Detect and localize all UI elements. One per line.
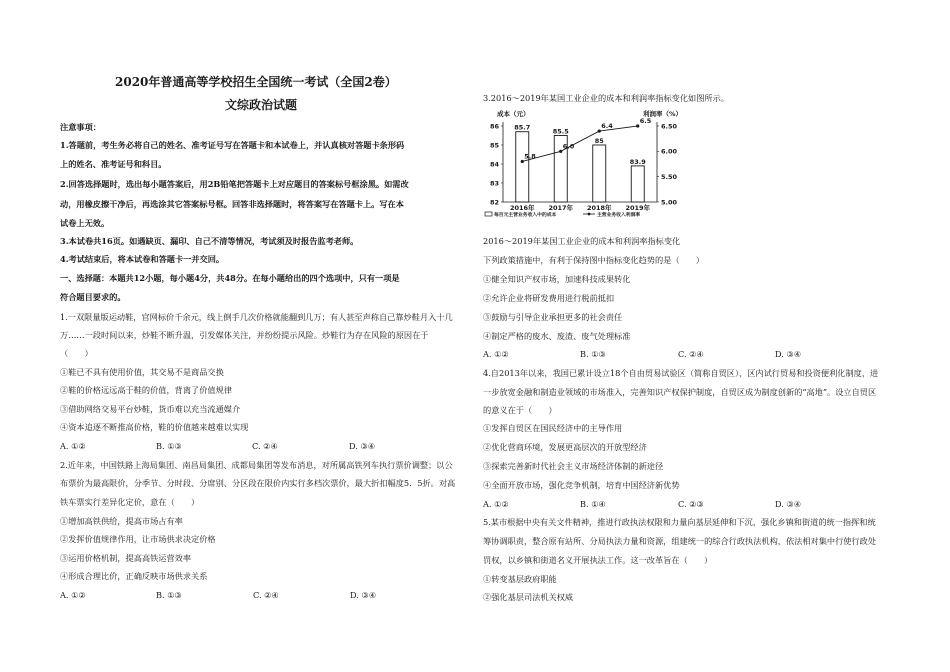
q3-choice: ④制定严格的废水、废渣、废气处理标准 [483,331,631,341]
legend-bar-label: 每百元主营业务收入中的成本 [494,213,557,218]
right-tick-label: 5.50 [661,172,678,181]
legend-bar-swatch [485,212,492,216]
q1-option-b[interactable]: B. ①③ [156,441,182,451]
q3-stem: 下列政策措施中，有利于保持图中指标变化趋势的是（ ） [483,255,705,265]
q1-stem: 1.一双限量版运动鞋，官网标价千余元，线上倒手几次价格就能翻到几万；有人甚至声称自己靠炒鞋月入十几 [60,312,453,322]
q3-choice: ②允许企业将研发费用进行税前抵扣 [483,293,615,303]
q5-choice: ①转变基层政府职能 [483,574,557,584]
left-tick-label: 82 [489,198,499,207]
q1-stem: （ ） [60,348,93,358]
bar-value-label: 83.9 [629,157,646,166]
legend-line-marker [588,213,591,216]
bar-value-label: 85.7 [514,123,531,132]
q2-choice: ①增加高铁供给，提高市场占有率 [60,516,183,526]
q2-stem: 铁车票实行差异化定价，意在（ ） [60,497,200,507]
q4-option-b[interactable]: B. ①④ [580,499,606,509]
q3-caption: 2016～2019年某国工业企业的成本和利润率指标变化 [483,236,681,246]
left-tick-label: 83 [489,179,499,188]
bar-value-label: 85.5 [552,127,569,136]
left-tick-label: 85 [489,141,499,150]
q5-stem: 罚权，以乡镇和街道名义开展执法工作。这一改革旨在（ ） [483,555,713,565]
q3-option-c[interactable]: C. ②④ [678,349,704,359]
q5-stem: 筹协调职责，整合原有站所、分局执法力量和资源，组建统一的综合行政执法机构，依法相对集中行使行政处 [483,536,877,546]
q3-choice: ①健全知识产权市场，加速科技成果转化 [483,274,631,284]
q5-stem: 5.某市根据中央有关文件精神，推进行政执法权限和力量向基层延伸和下沉，强化乡镇和街道的统一指挥和统 [483,517,876,527]
q2-option-d[interactable]: D. ③④ [350,590,377,600]
q4-choice: ③探索完善新时代社会主义市场经济体制的新途径 [483,461,664,471]
q1-stem: 万……一段时间以来，炒鞋不断升温，引发媒体关注，并纷纷提示风险。炒鞋行为存在风险的原因在于 [60,330,429,340]
q1-choice: ①鞋已不具有使用价值，其交易不是商品交换 [60,367,224,377]
q4-choice: ①发挥自贸区在国民经济中的主导作用 [483,423,623,433]
q2-choice: ④形成合理比价，正确反映市场供求关系 [60,571,208,581]
left-tick-label: 84 [489,160,499,169]
left-axis-title: 成本（元） [497,110,530,118]
q4-option-d[interactable]: D. ③④ [775,499,802,509]
q1-option-d[interactable]: D. ③④ [349,441,376,451]
q3-option-b[interactable]: B. ①③ [580,349,606,359]
cost-bar [631,166,644,202]
q5-choice: ②强化基层司法机关权威 [483,592,574,602]
q4-stem: 一步放宽金融和制造业领域的市场准入，完善知识产权保护制度，自贸区成为制度创新的“高地”。设立自贸区 [483,387,877,397]
q2-stem: 布票价为最高限价，分季节、分时段、分席别、分区段在限价内实行多档次票价，最大折扣幅度5．5折。对高 [60,478,456,488]
cost-bar [593,145,606,202]
cost-bar [516,132,529,202]
q4-option-a[interactable]: A. ①② [483,499,509,509]
q3-choice: ③鼓励与引导企业承担更多的社会责任 [483,312,623,322]
notice-line: 3.本试卷共16页。如遇缺页、漏印、自己不清等情况，考试须及时报告监考老师。 [60,236,359,246]
x-tick-label: 2019年 [625,204,651,212]
section-heading: 符合题目要求的。 [60,292,126,302]
notice-line: 试卷上无效。 [60,218,110,228]
line-value-label: 6.4 [601,122,613,131]
q2-option-b[interactable]: B. ①③ [156,590,182,600]
right-tick-label: 6.50 [661,122,678,131]
line-value-label: 6.5 [639,117,652,125]
x-tick-label: 2018年 [586,204,612,212]
q4-stem: 4.自2013年以来，我国已累计设立18个自由贸易试验区（简称自贸区），区内试行贸易和投资便利化制度，进 [483,368,879,378]
exam-subtitle: 文综政治试题 [225,98,298,112]
q2-option-a[interactable]: A. ①② [60,590,86,600]
q4-option-c[interactable]: C. ②③ [678,499,704,509]
notice-line: 4.考试结束后，将本试卷和答题卡一并交回。 [60,254,225,264]
notice-line: 2.回答选择题时，选出每小题答案后，用2B铅笔把答题卡上对应题目的答案标号框涂黑。如需改 [60,179,409,189]
q1-choice: ④资本追逐不断推高价格，鞋的价值越来越难以实现 [60,422,249,432]
q4-stem: 的意义在于（ ） [483,405,557,415]
q2-stem: 2.近年来，中国铁路上海局集团、南昌局集团、成都局集团等发布消息，对所属高铁列车执行票价调整；以公 [60,460,453,470]
q2-choice: ③运用价格机制，提高高铁运营效率 [60,553,192,563]
q4-choice: ④全面开放市场，强化竞争机制，培育中国经济新优势 [483,480,680,490]
q3-intro: 3.2016～2019年某国工业企业的成本和利润率指标变化如图所示。 [483,93,729,103]
left-tick-label: 86 [489,122,499,131]
notice-line: 1.答题前，考生务必将自己的姓名、准考证号写在答题卡和本试卷上，并认真核对答题卡条形码 [60,140,405,150]
q1-choice: ②鞋的价格远远高于鞋的价值，背离了价值规律 [60,385,232,395]
x-tick-label: 2016年 [509,204,535,212]
notice-heading: 注意事项： [60,122,101,132]
exam-title: 2020年普通高等学校招生全国统一考试（全国2卷） [115,75,397,89]
q1-option-c[interactable]: C. ②④ [252,441,278,451]
q2-option-c[interactable]: C. ②④ [253,590,279,600]
cost-profit-chart [483,106,693,226]
right-tick-label: 6.00 [661,147,678,156]
line-value-label: 5.8 [524,152,536,161]
q2-choice: ②发挥价值规律作用，让市场供求决定价格 [60,534,216,544]
line-value-label: 6.0 [562,142,575,151]
right-axis-title: 利润率（%） [643,110,683,118]
legend-line-label: 主营业务收入利润率 [597,213,641,218]
q4-choice: ②优化营商环境，发展更高层次的开放型经济 [483,442,647,452]
bar-value-label: 85 [594,137,604,145]
q3-option-a[interactable]: A. ①② [483,349,509,359]
x-tick-label: 2017年 [548,204,574,212]
section-heading: 一、选择题：本题共12小题，每小题4分，共48分。在每小题给出的四个选项中，只有一项是 [60,273,400,283]
notice-line: 上的姓名、准考证号和科目。 [60,159,167,169]
right-tick-label: 5.00 [661,198,678,207]
notice-line: 动，用橡皮擦干净后，再选涂其它答案标号框。回答非选择题时，将答案写在答题卡上。写在本 [60,199,404,209]
q1-option-a[interactable]: A. ①② [60,441,86,451]
q1-choice: ③借助网络交易平台炒鞋，货币难以充当流通媒介 [60,404,241,414]
q3-option-d[interactable]: D. ③④ [775,349,802,359]
profit-rate-line [522,126,638,161]
